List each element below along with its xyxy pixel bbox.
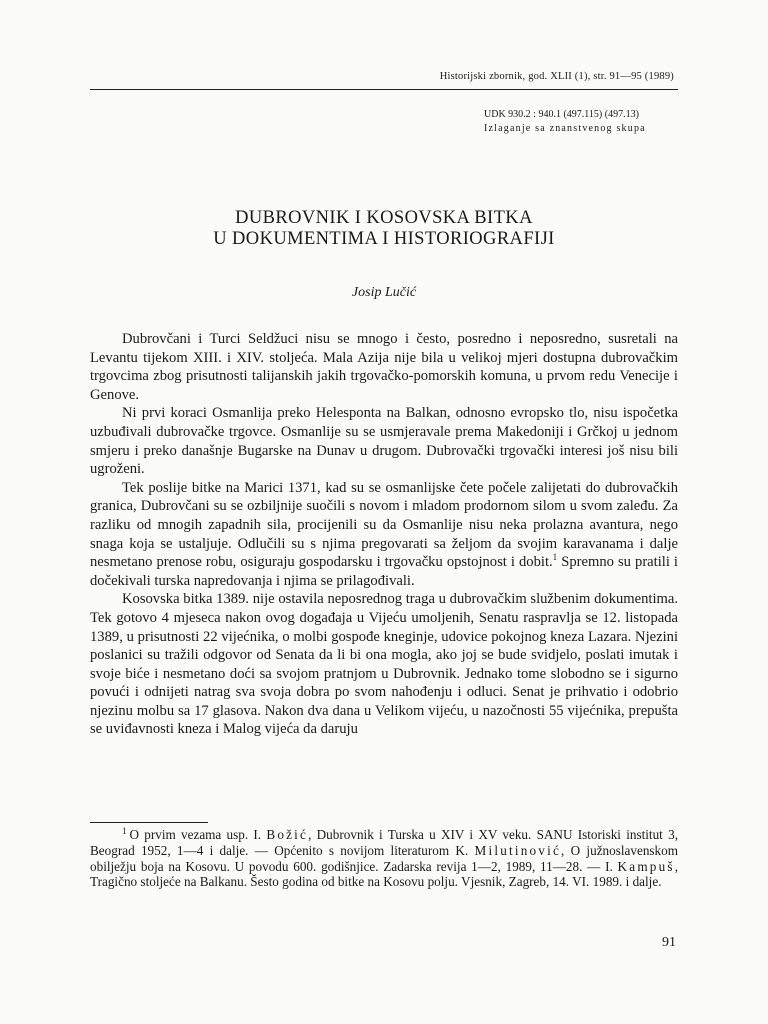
- footnote-number: 1: [122, 825, 127, 836]
- footnote-marker[interactable]: 1: [552, 552, 558, 563]
- paragraph-3: [90, 479, 678, 591]
- footnote-segment: O prvim vezama usp. I.: [129, 827, 267, 842]
- footnote-segment: , Dubrovnik i Turska u XIV i XV veku. SANU Istoriski institut 3, Beograd 1952, 1—4 i dalje. — Općenito s novijom literaturom K.: [90, 827, 678, 858]
- title-line-1: DUBROVNIK I KOSOVSKA BITKA: [235, 208, 533, 228]
- footnote-rule: [90, 822, 208, 823]
- paragraph-3-text-b: Spremno su pratili i dočekivali turska napredovanja i njima se prilagođivali.: [90, 554, 678, 589]
- footnote: [90, 827, 678, 890]
- page-number: 91: [662, 935, 676, 950]
- footnote-author-milutinovic: Milutinović: [474, 842, 562, 858]
- classification-block: [484, 108, 674, 136]
- footnote-segment: , Tragično stoljeće na Balkanu. Šesto godina od bitke na Kosovu polju. Vjesnik, Zagreb, 14. VI. 1989. i dalje.: [90, 858, 678, 890]
- paragraph-3-text-a: Tek poslije bitke na Marici 1371, kad su se osmanlijske čete počele zalijetati do dubrovačkih granica, Dubrovčani su se ozbiljnije suočili s novom i mladom prodornom silom u svom zaleđu. Za razliku od mnogih zapadnih sila, procijenili su da Osmanlije nisu neka prolazna avantura, nego snaga koja se ustaljuje. Odlučili su s njima pregovarati sa željom da svojim karavanama i dalje nesmetano prenose robu, osiguraju gospodarsku i trgovačku opstojnost i dobit.: [90, 479, 678, 571]
- paragraph-4: Kosovska bitka 1389. nije ostavila neposrednog traga u dubrovačkim službenim dokumentima. Tek gotovo 4 mjeseca nakon ovog događaja u Vijeću umoljenih, Senatu raspravlja se 12. listopada 1389, u prisutnosti 22 vijećnika, o molbi gospođe kneginje, udovice pokojnog kneza Lazara. Njezini poslanici su tražili odgovor od Senata da li bi ona mogla, ako joj se bude svidjelo, poslati imutak i svoje biće i nesmetano doći sa svojom pratnjom u Dubrovnik. Jednako tome slobodno se i sigurno povući i odnijeti natrag sva svoja dobra po svom nahođenju i odluci. Senat je prihvatio i odobrio njezinu molbu sa 17 glasova. Nakon dva dana u Velikom vijeću, u nazočnosti 55 vijećnika, prepušta se uviđavnosti kneza i Malog vijeća da daruju: [90, 591, 678, 738]
- article-title: [90, 208, 678, 250]
- header-rule: [90, 89, 678, 90]
- title-line-2: U DOKUMENTIMA I HISTORIOGRAFIJI: [213, 229, 555, 249]
- footnote-author-kampus: Kampuš: [617, 858, 675, 874]
- footnote-segment: , O južnoslavenskom obilježju boja na Kosovu. U povodu 600. godišnjice. Zadarska revija 1—2, 1989, 11—28. — I.: [90, 842, 678, 874]
- footnote-author-bozic: Božić: [266, 827, 309, 842]
- paragraph-2: Ni prvi koraci Osmanlija preko Helesponta na Balkan, odnosno evropsko tlo, nisu ispočetka uzbuđivali dubrovačke trgovce. Osmanlije su se usmjeravale prema Makedoniji i Grčkoj u jednom smjeru i preko današnje Bugarske na Dunav u drugom. Dubrovački trgovački interesi još nisu bili ugroženi.: [90, 405, 678, 478]
- udk-code: UDK 930.2 : 940.1 (497.115) (497.13): [484, 109, 639, 120]
- paragraph-1: Dubrovčani i Turci Seldžuci nisu se mnogo i često, posredno i neposredno, susretali na Levantu tijekom XIII. i XIV. stoljeća. Mala Azija nije bila u velikoj mjeri dostupna dubrovačkim trgovcima zbog prisutnosti talijanskih jakih trgovačko-pomorskih komuna, u prvom redu Venecije i Genove.: [90, 331, 678, 403]
- journal-reference: Historijski zbornik, god. XLII (1), str. 91—95 (1989): [439, 71, 674, 82]
- footnote-text: [90, 827, 678, 890]
- author-name: Josip Lučić: [351, 285, 417, 300]
- article-category: Izlaganje sa znanstvenog skupa: [484, 123, 646, 134]
- article-body: [90, 330, 678, 739]
